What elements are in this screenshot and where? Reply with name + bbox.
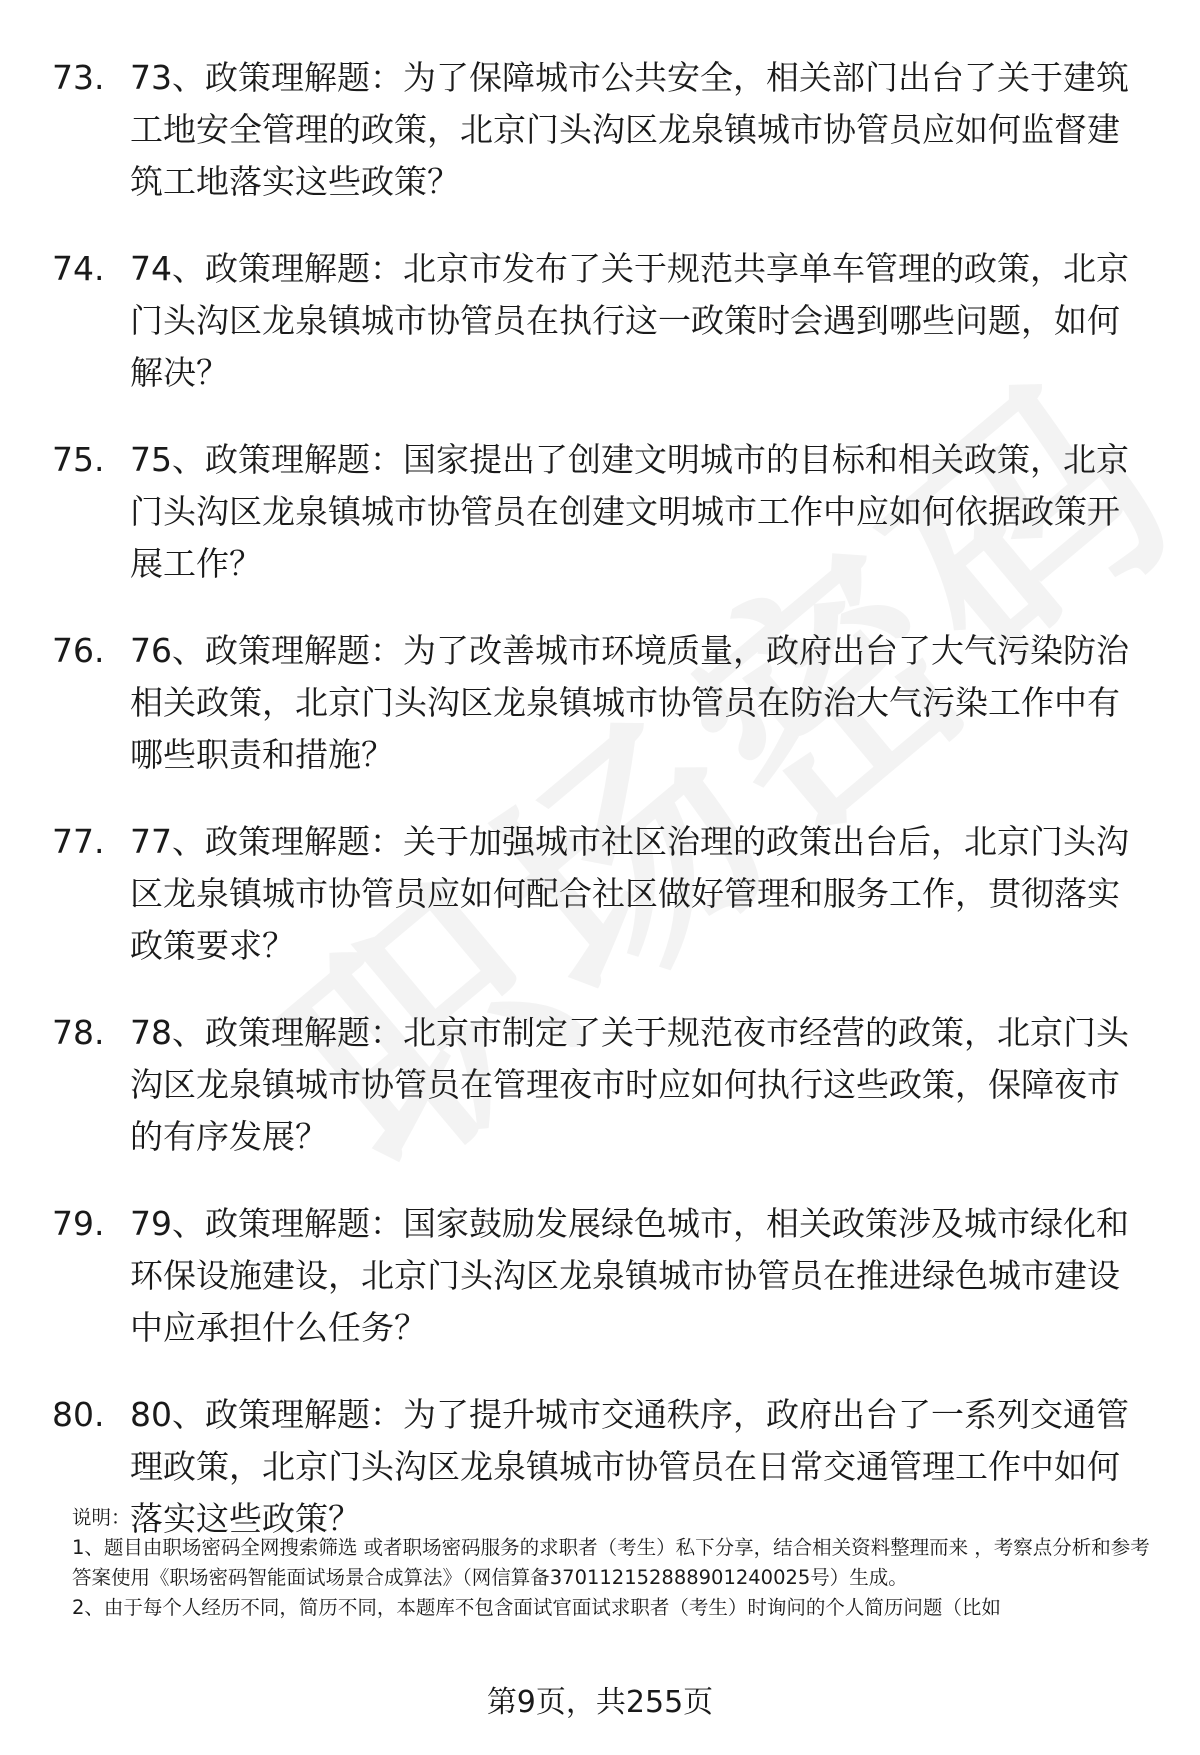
question-item [52,1198,1162,1354]
question-number: 74. [52,249,105,288]
notes-section [72,1503,1152,1623]
question-text: 77、政策理解题：关于加强城市社区治理的政策出台后，北京门头沟区龙泉镇城市协管员应如何配合社区做好管理和服务工作，贯彻落实政策要求？ [130,822,1129,965]
question-number: 73. [52,58,105,97]
notes-heading: 说明： [72,1506,131,1529]
question-item [52,625,1162,781]
question-item [52,1007,1162,1163]
note-item: 2、由于每个人经历不同，简历不同，本题库不包含面试官面试求职者（考生）时询问的个人简历问题（比如 [72,1596,1001,1619]
question-item [52,243,1162,399]
question-text: 79、政策理解题：国家鼓励发展绿色城市，相关政策涉及城市绿化和环保设施建设，北京门头沟区龙泉镇城市协管员在推进绿色城市建设中应承担什么任务？ [130,1204,1129,1347]
question-number: 75. [52,440,105,479]
question-number: 78. [52,1013,105,1052]
question-text: 74、政策理解题：北京市发布了关于规范共享单车管理的政策，北京门头沟区龙泉镇城市协管员在执行这一政策时会遇到哪些问题，如何解决？ [130,249,1129,392]
question-number: 79. [52,1204,105,1243]
question-list [52,52,1162,1580]
question-item [52,52,1162,208]
question-item [52,816,1162,972]
question-text: 78、政策理解题：北京市制定了关于规范夜市经营的政策，北京门头沟区龙泉镇城市协管员在管理夜市时应如何执行这些政策，保障夜市的有序发展？ [130,1013,1129,1156]
question-item [52,434,1162,590]
note-item: 1、题目由职场密码全网搜索筛选 或者职场密码服务的求职者（考生）私下分享，结合相关资料整理而来 ，考察点分析和参考答案使用《职场密码智能面试场景合成算法》（网信算备370112152888901240025号）生成。 [72,1536,1150,1589]
question-text: 75、政策理解题：国家提出了创建文明城市的目标和相关政策，北京门头沟区龙泉镇城市协管员在创建文明城市工作中应如何依据政策开展工作？ [130,440,1129,583]
question-number: 77. [52,822,105,861]
page-footer: 第9页，共255页 [486,1685,714,1720]
question-text: 73、政策理解题：为了保障城市公共安全，相关部门出台了关于建筑工地安全管理的政策，北京门头沟区龙泉镇城市协管员应如何监督建筑工地落实这些政策？ [130,58,1129,201]
question-number: 80. [52,1395,105,1434]
question-text: 80、政策理解题：为了提升城市交通秩序，政府出台了一系列交通管理政策，北京门头沟区龙泉镇城市协管员在日常交通管理工作中如何落实这些政策？ [130,1395,1129,1538]
question-text: 76、政策理解题：为了改善城市环境质量，政府出台了大气污染防治相关政策，北京门头沟区龙泉镇城市协管员在防治大气污染工作中有哪些职责和措施？ [130,631,1129,774]
question-number: 76. [52,631,105,670]
